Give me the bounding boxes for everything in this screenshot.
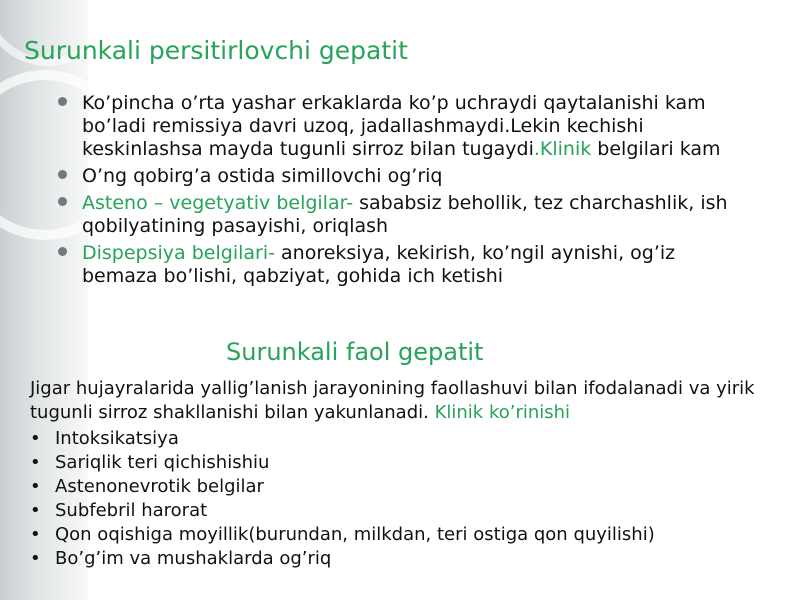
list-item — [30, 451, 760, 475]
list-item — [30, 427, 760, 451]
list-item-highlight: Dispepsiya belgilari- — [82, 242, 275, 264]
list-item — [56, 165, 756, 188]
list-item-text: Ko’pincha o’rta yashar erkaklarda ko’p uchraydi qaytalanishi kam bo’ladi remissiya davri uzoq, jadallashmaydi.Lekin kechishi keskinlashsa mayda tugunli sirroz bilan tugaydi — [82, 92, 706, 160]
bullet-icon: • — [30, 476, 41, 497]
list-item — [30, 547, 760, 571]
list-item-text: Sariqlik teri qichishishiu — [55, 452, 270, 473]
paragraph-text: Jigar hujayralarida yallig’lanish jarayonining faollashuvi bilan ifodalanadi va yirik tugunli sirroz shakllanishi bilan yakunlanadi. — [30, 378, 755, 423]
list-item-text: Bo’g’im va mushaklarda og’riq — [55, 548, 332, 569]
section2-list — [30, 427, 760, 571]
list-item-tail: sababsiz behollik, tez charchashlik, ish qobilyatining pasayishi, oriqlash — [82, 192, 728, 237]
list-item-text: O’ng qobirg’a ostida simillovchi og’riq — [82, 165, 443, 187]
list-item-text: Astenonevrotik belgilar — [55, 476, 264, 497]
list-item — [56, 192, 756, 238]
bullet-icon — [58, 170, 67, 179]
paragraph-highlight: Klinik ko’rinishi — [428, 402, 571, 423]
bullet-icon — [58, 197, 67, 206]
list-item — [30, 523, 760, 547]
bullet-icon: • — [30, 428, 41, 449]
section1-list — [56, 92, 756, 292]
list-item-text: Qon oqishiga moyillik(burundan, milkdan, teri ostiga qon quyilishi) — [55, 524, 655, 545]
bullet-icon — [58, 97, 67, 106]
bullet-icon: • — [30, 548, 41, 569]
list-item — [56, 242, 756, 288]
list-item-text: Intoksikatsiya — [55, 428, 179, 449]
list-item — [30, 499, 760, 523]
bullet-icon: • — [30, 524, 41, 545]
list-item-tail: belgilari kam — [591, 138, 721, 160]
bullet-icon — [58, 247, 67, 256]
list-item-text: Subfebril harorat — [55, 500, 208, 521]
list-item — [30, 475, 760, 499]
list-item — [56, 92, 756, 161]
list-item-highlight: .Klinik — [533, 138, 592, 160]
section1-title: Surunkali persitirlovchi gepatit — [24, 36, 408, 65]
list-item-tail: anoreksiya, kekirish, ko’ngil aynishi, og’iz bemaza bo’lishi, qabziyat, gohida ich ketishi — [82, 242, 676, 287]
bullet-icon: • — [30, 452, 41, 473]
section2-paragraph — [30, 377, 760, 425]
list-item-highlight: Asteno – vegetyativ belgilar- — [82, 192, 354, 214]
section2-title: Surunkali faol gepatit — [226, 338, 484, 366]
bullet-icon: • — [30, 500, 41, 521]
